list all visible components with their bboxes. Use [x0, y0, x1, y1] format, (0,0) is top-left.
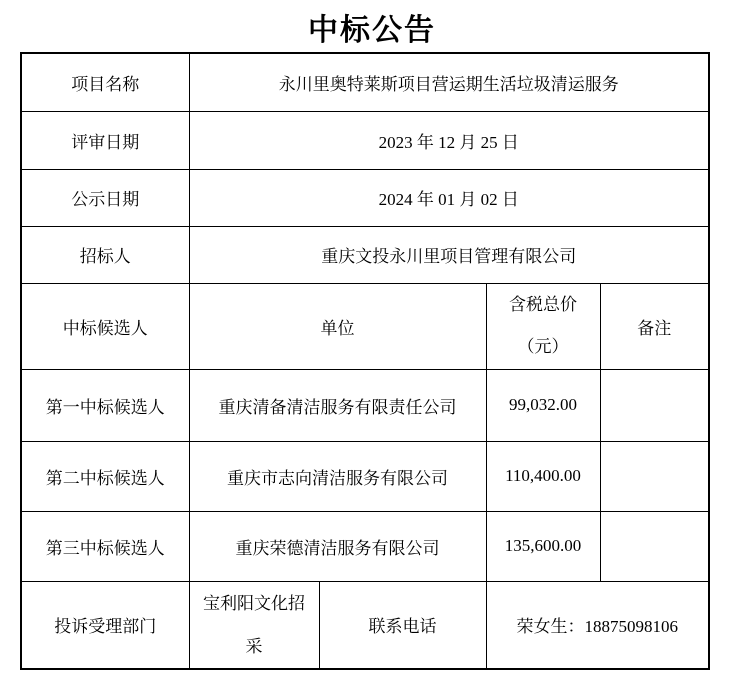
project-name-value: 永川里奥特莱斯项目营运期生活垃圾清运服务 [189, 53, 709, 111]
page-title: 中标公告 [308, 14, 436, 47]
contact-phone-label: 联系电话 [319, 581, 486, 669]
candidate-3-remark [600, 511, 709, 581]
complaint-dept-value [189, 581, 319, 669]
review-date-value: 2023 年 12 月 25 日 [189, 111, 709, 169]
tenderer-label: 招标人 [21, 226, 189, 283]
header-price-line2: （元） [517, 337, 569, 356]
candidate-row-3 [21, 511, 709, 581]
candidate-2-remark [600, 441, 709, 511]
publicity-date-value: 2024 年 01 月 02 日 [189, 169, 709, 226]
header-unit: 单位 [189, 283, 486, 369]
project-name-label: 项目名称 [21, 53, 189, 111]
candidate-1-company: 重庆清备清洁服务有限责任公司 [189, 369, 486, 441]
table-row [21, 53, 709, 111]
complaint-row [21, 581, 709, 669]
candidate-1-price: 99,032.00 [486, 369, 600, 441]
candidate-2-price: 110,400.00 [486, 441, 600, 511]
header-candidate: 中标候选人 [21, 283, 189, 369]
table-row [21, 111, 709, 169]
contact-phone-value: 荣女生：18875098106 [486, 581, 709, 669]
complaint-dept-label: 投诉受理部门 [21, 581, 189, 669]
candidate-3-company: 重庆荣德清洁服务有限公司 [189, 511, 486, 581]
candidate-row-2 [21, 441, 709, 511]
table-row [21, 226, 709, 283]
candidate-2-rank: 第二中标候选人 [21, 441, 189, 511]
table-row [21, 169, 709, 226]
complaint-dept-text: 宝利阳文化招采 [203, 593, 305, 656]
candidate-header-row [21, 283, 709, 369]
publicity-date-label: 公示日期 [21, 169, 189, 226]
candidate-1-remark [600, 369, 709, 441]
candidate-3-rank: 第三中标候选人 [21, 511, 189, 581]
candidate-1-rank: 第一中标候选人 [21, 369, 189, 441]
candidate-row-1 [21, 369, 709, 441]
candidate-2-company: 重庆市志向清洁服务有限公司 [189, 441, 486, 511]
tenderer-value: 重庆文投永川里项目管理有限公司 [189, 226, 709, 283]
announcement-table [20, 52, 710, 670]
candidate-3-price: 135,600.00 [486, 511, 600, 581]
header-price [486, 283, 600, 369]
header-price-line1: 含税总价 [509, 294, 577, 314]
header-remark: 备注 [600, 283, 709, 369]
review-date-label: 评审日期 [21, 111, 189, 169]
